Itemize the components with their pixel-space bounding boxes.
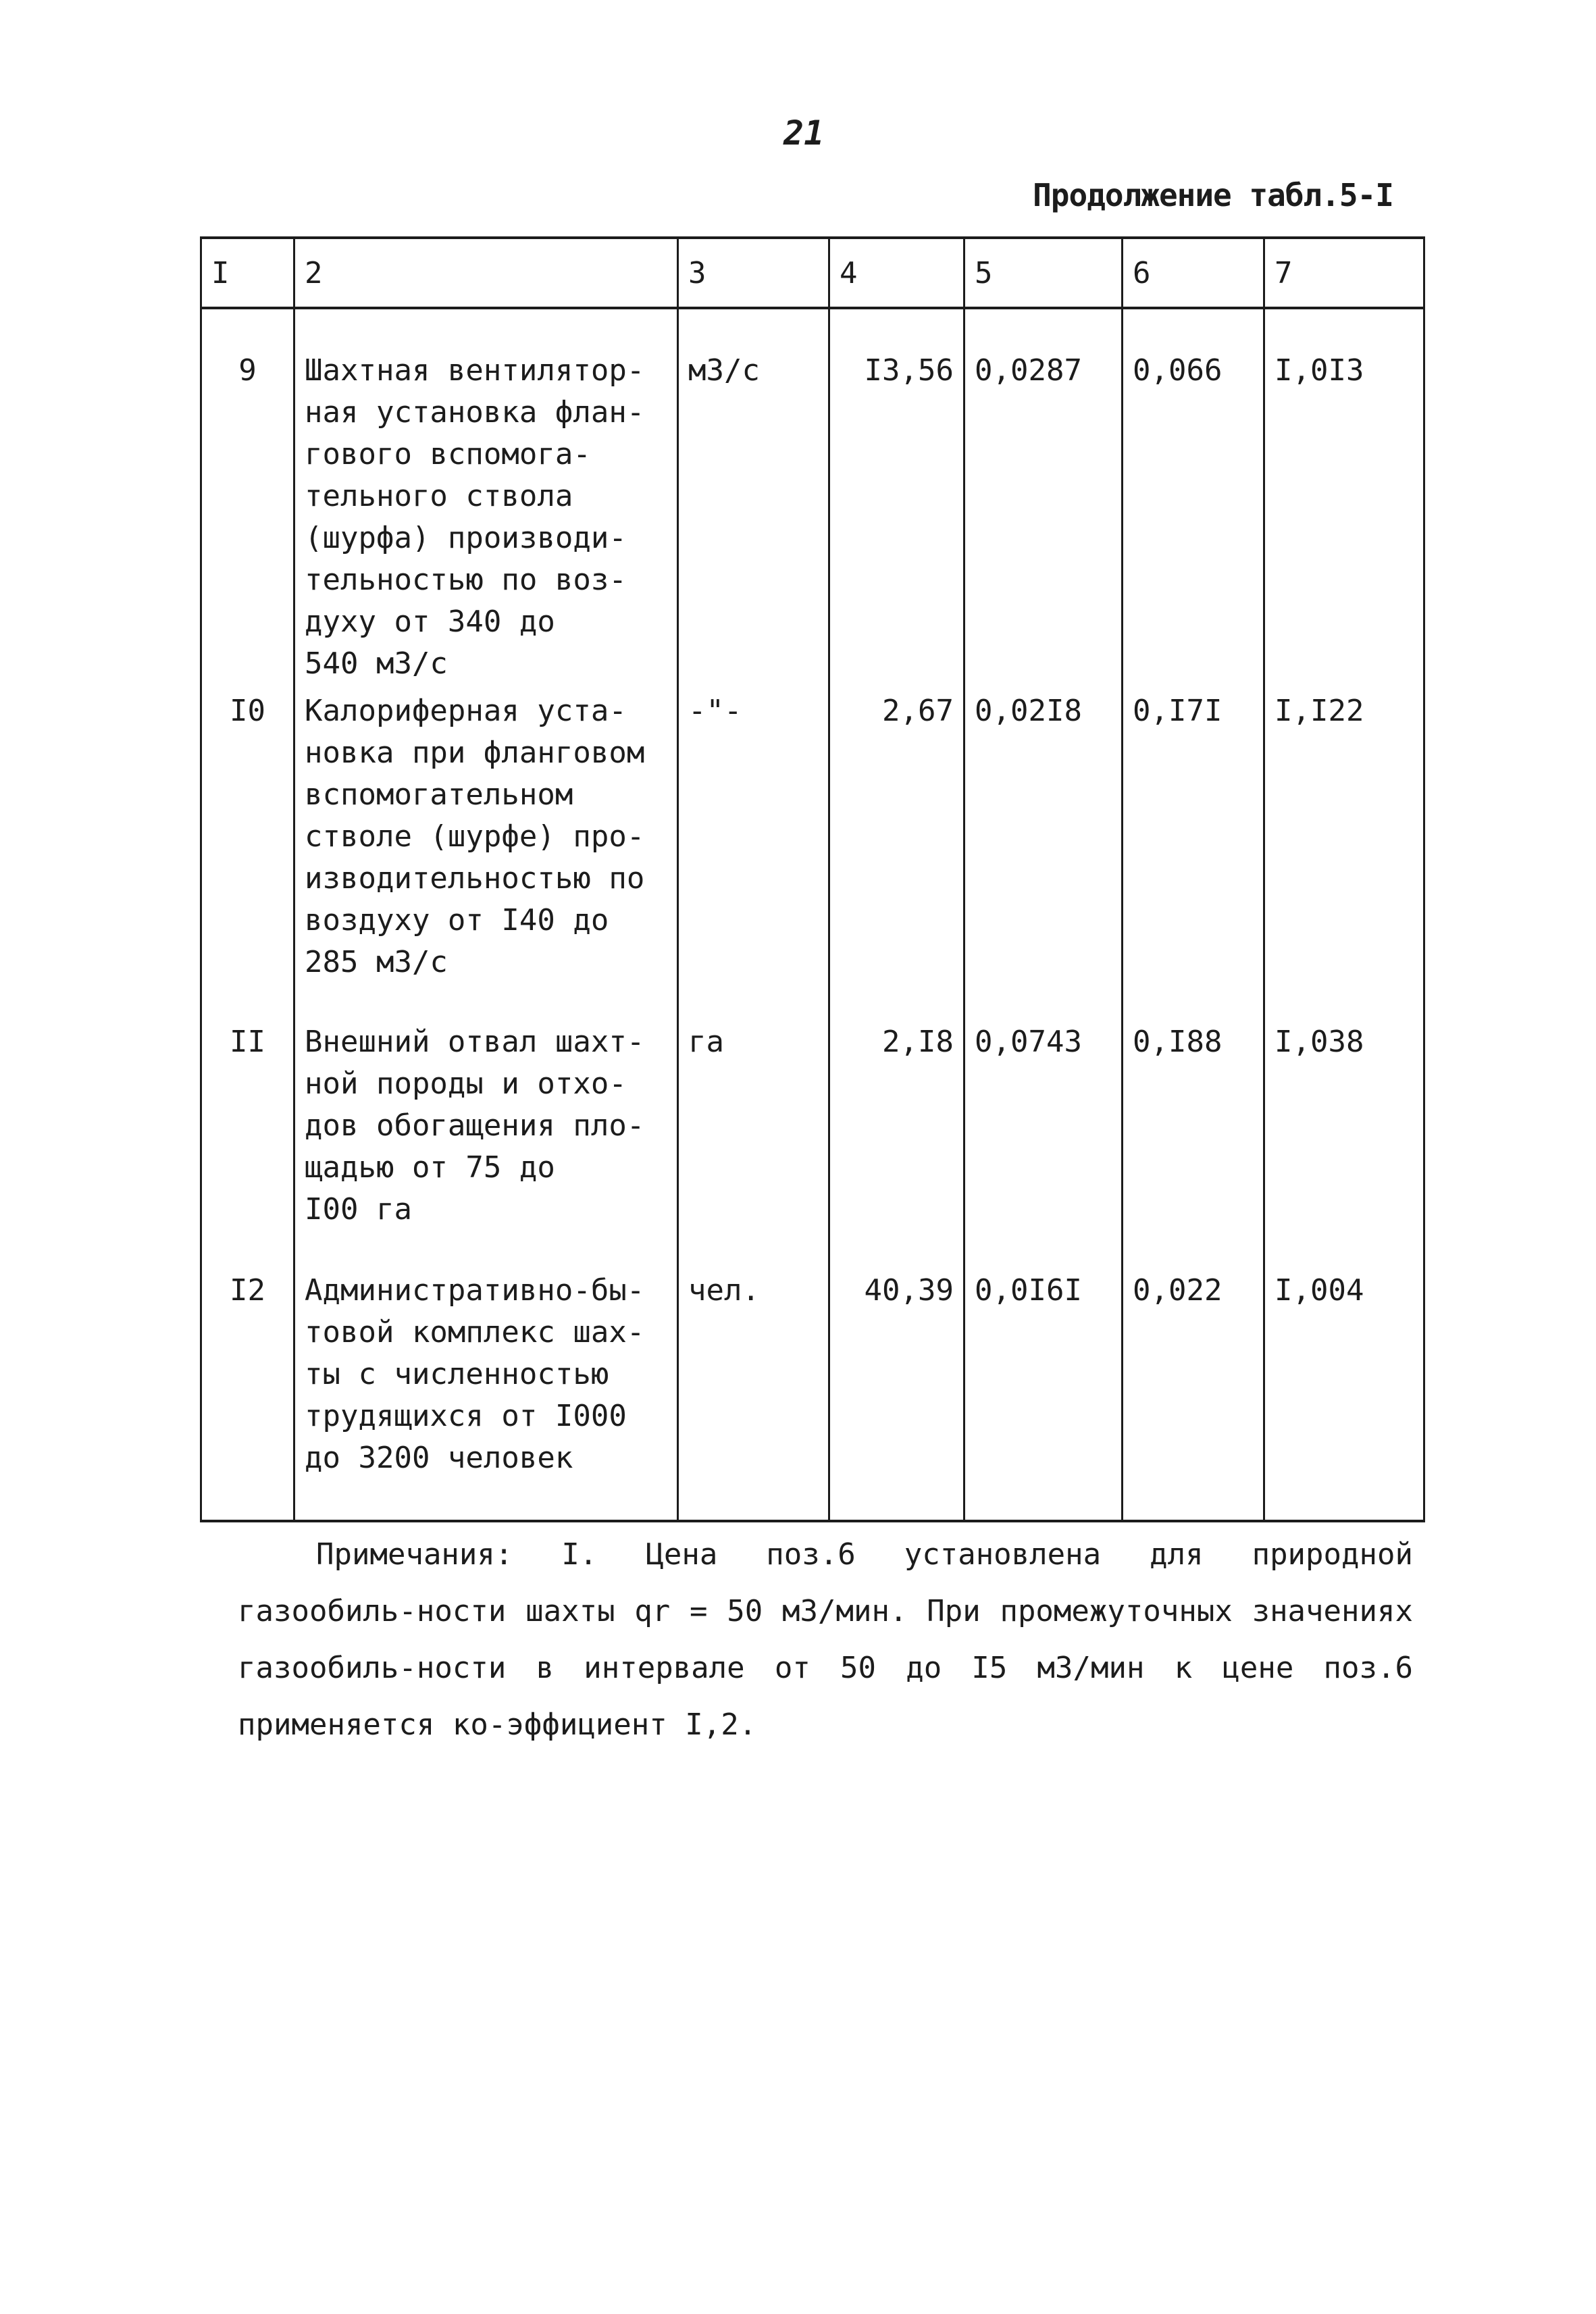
row-value-col5: 0,0743 (964, 1016, 1123, 1264)
row-value-col7: I,0I3 (1264, 308, 1424, 685)
table-continuation-label: Продолжение табл.5-I (1033, 177, 1393, 213)
row-value-col4: 40,39 (829, 1264, 964, 1521)
row-unit: чел. (678, 1264, 829, 1521)
row-value-col5: 0,02I8 (964, 685, 1123, 1016)
column-header-1: I (201, 238, 294, 308)
page-number: 21 (783, 113, 825, 153)
price-table (200, 236, 1425, 1522)
row-description: Административно-бы- товой комплекс шах- ты с численностью трудящихся от I000 до 3200 человек (294, 1264, 678, 1521)
price-table-container (200, 236, 1423, 1522)
row-unit: м3/с (678, 308, 829, 685)
row-number: I2 (201, 1264, 294, 1521)
row-value-col4: I3,56 (829, 308, 964, 685)
row-value-col7: I,004 (1264, 1264, 1424, 1521)
table-notes: Примечания: I. Цена поз.6 установлена для природной газообиль-ности шахты qr = 50 м3/мин. При промежуточных значениях газообиль-ности в интервале от 50 до I5 м3/мин к цене поз.6 применяется ко-эффициент I,2. (238, 1537, 1413, 1742)
row-number: I0 (201, 685, 294, 1016)
row-value-col4: 2,67 (829, 685, 964, 1016)
row-value-col6: 0,I7I (1123, 685, 1264, 1016)
table-row (201, 1264, 1424, 1521)
column-header-7: 7 (1264, 238, 1424, 308)
row-value-col7: I,I22 (1264, 685, 1424, 1016)
row-unit: га (678, 1016, 829, 1264)
row-number: II (201, 1016, 294, 1264)
row-value-col4: 2,I8 (829, 1016, 964, 1264)
row-value-col6: 0,066 (1123, 308, 1264, 685)
row-value-col6: 0,I88 (1123, 1016, 1264, 1264)
row-description: Шахтная вентилятор- ная установка флан- гового вспомога- тельного ствола (шурфа) производи- тельностью по воз- духу от 340 до 540 м3/с (294, 308, 678, 685)
row-value-col7: I,038 (1264, 1016, 1424, 1264)
row-description: Калориферная уста- новка при фланговом вспомогательном стволе (шурфе) про- изводительностью по воздуху от I40 до 285 м3/с (294, 685, 678, 1016)
row-description: Внешний отвал шахт- ной породы и отхо- дов обогащения пло- щадью от 75 до I00 га (294, 1016, 678, 1264)
column-header-3: 3 (678, 238, 829, 308)
table-row (201, 1016, 1424, 1264)
row-value-col5: 0,0287 (964, 308, 1123, 685)
row-number: 9 (201, 308, 294, 685)
column-header-5: 5 (964, 238, 1123, 308)
column-header-6: 6 (1123, 238, 1264, 308)
table-header-row (201, 238, 1424, 308)
column-header-4: 4 (829, 238, 964, 308)
row-value-col6: 0,022 (1123, 1264, 1264, 1521)
table-row (201, 685, 1424, 1016)
row-unit: -"- (678, 685, 829, 1016)
row-value-col5: 0,0I6I (964, 1264, 1123, 1521)
table-row (201, 308, 1424, 685)
column-header-2: 2 (294, 238, 678, 308)
